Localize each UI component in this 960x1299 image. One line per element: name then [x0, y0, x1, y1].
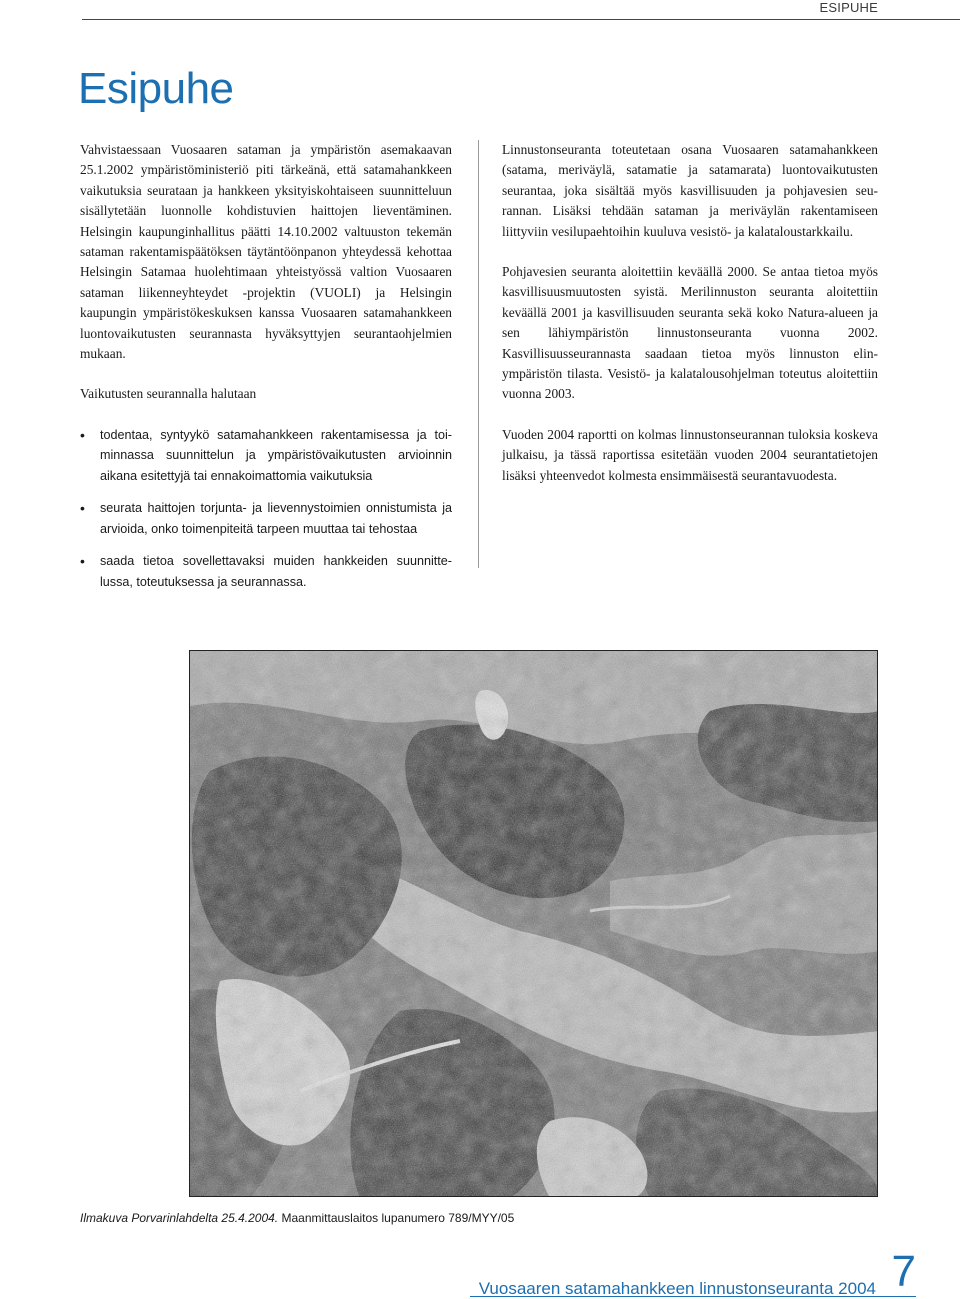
footer-rule: [470, 1296, 916, 1297]
bullets-intro: Vaikutusten seurannalla halutaan: [80, 386, 257, 402]
header-rule: [82, 19, 960, 20]
body-paragraph: Linnustonseuranta toteutetaan osana Vuosaaren satamahankkeen (satama, meriväylä, satamatie ja satamarata) luontovaikutusten seurantaa, joka sisältää myös kasvillisuuden ja pohjavesien seurannan. Lisäksi tehdään sataman ja meriväylän rakentamiseen liittyviin vesilupaehtoihin kuuluva vesistö- ja kalataloustarkkailu.: [502, 142, 878, 239]
caption-lead: Ilmakuva Porvarinlahdelta 25.4.2004.: [80, 1211, 279, 1225]
list-item: • saada tietoa sovellettavaksi muiden hankkeiden suunnittelussa, toteutuksessa ja seurannassa.: [80, 551, 452, 592]
list-item: • seurata haittojen torjunta- ja lievennystoimien onnistumista ja arvioida, onko toimenpiteitä tarpeen muuttaa tai tehostaa: [80, 498, 452, 539]
list-item: • todentaa, syntyykö satamahankkeen rakentamisessa ja toiminnassa suunnittelun ja ympäristövaikutusten arvioinnin aikana esitettyjä tai ennakoimattomia vaikutuksia: [80, 425, 452, 487]
footer-publication-title: Vuosaaren satamahankkeen linnustonseuranta 2004: [478, 1279, 876, 1298]
figure-caption: [80, 1211, 514, 1225]
body-paragraph: Pohjavesien seuranta aloitettiin keväällä 2000. Se antaa tietoa myös kasvillisuusmuutosten syistä. Merilinnuston seuranta aloitettiin keväällä 2001 ja kasvillisuuden seuranta sekä koko Natura-alueen ja sen lähiympäristön linnustonseuranta vuonna 2002. Kasvillisuusseurannasta saadaan tietoa myös linnuston elinympäristön tilasta. Vesistö- ja kalatalousohjelman toteutus aloitettiin vuonna 2003.: [502, 264, 878, 402]
objectives-list: [80, 425, 452, 593]
aerial-photo: [189, 650, 878, 1197]
column-divider: [478, 140, 479, 568]
section-label: ESIPUHE: [819, 0, 878, 15]
body-paragraph: Vuoden 2004 raportti on kolmas linnustonseurannan tuloksia koskeva julkaisu, ja tässä raportissa esitetään vuoden 2004 seurantatietojen lisäksi yhteenvedot kolmesta ensimmäisestä seurantavuodesta.: [502, 426, 878, 483]
left-column: [80, 140, 452, 604]
right-column: [502, 140, 878, 506]
intro-paragraph: Vahvistaessaan Vuosaaren sataman ja ympäristön asemakaavan 25.1.2002 ympäristöministeriö piti tärkeänä, että satamahankkeen vaikutuksia seurataan ja hankkeen yksityiskohtaiseen suunnitteluun sisällytetään luonnolle kohdistuvien haittojen lieventäminen. Helsingin kaupunginhallitus päätti 14.10.2002 valtuuston tekemän sataman rakentamispäätöksen täytäntöönpanon yhteydessä kehottaa Helsingin Satamaa huolehtimaan yhteistyössä valtion Vuosaaren sataman liikenneyhteydet -projektin (VUOLI) ja Helsingin kaupungin ympäristökeskuksen kanssa Vuosaaren satamahankkeen luontovaikutusten seurannasta hyväksyttyjen seurantaohjelmien mukaan.: [80, 142, 452, 362]
page-number: 7: [891, 1247, 916, 1296]
caption-credit: Maanmittauslaitos lupanumero 789/MYY/05: [281, 1211, 515, 1225]
page-title: Esipuhe: [78, 64, 234, 113]
aerial-photo-image: [190, 651, 878, 1197]
